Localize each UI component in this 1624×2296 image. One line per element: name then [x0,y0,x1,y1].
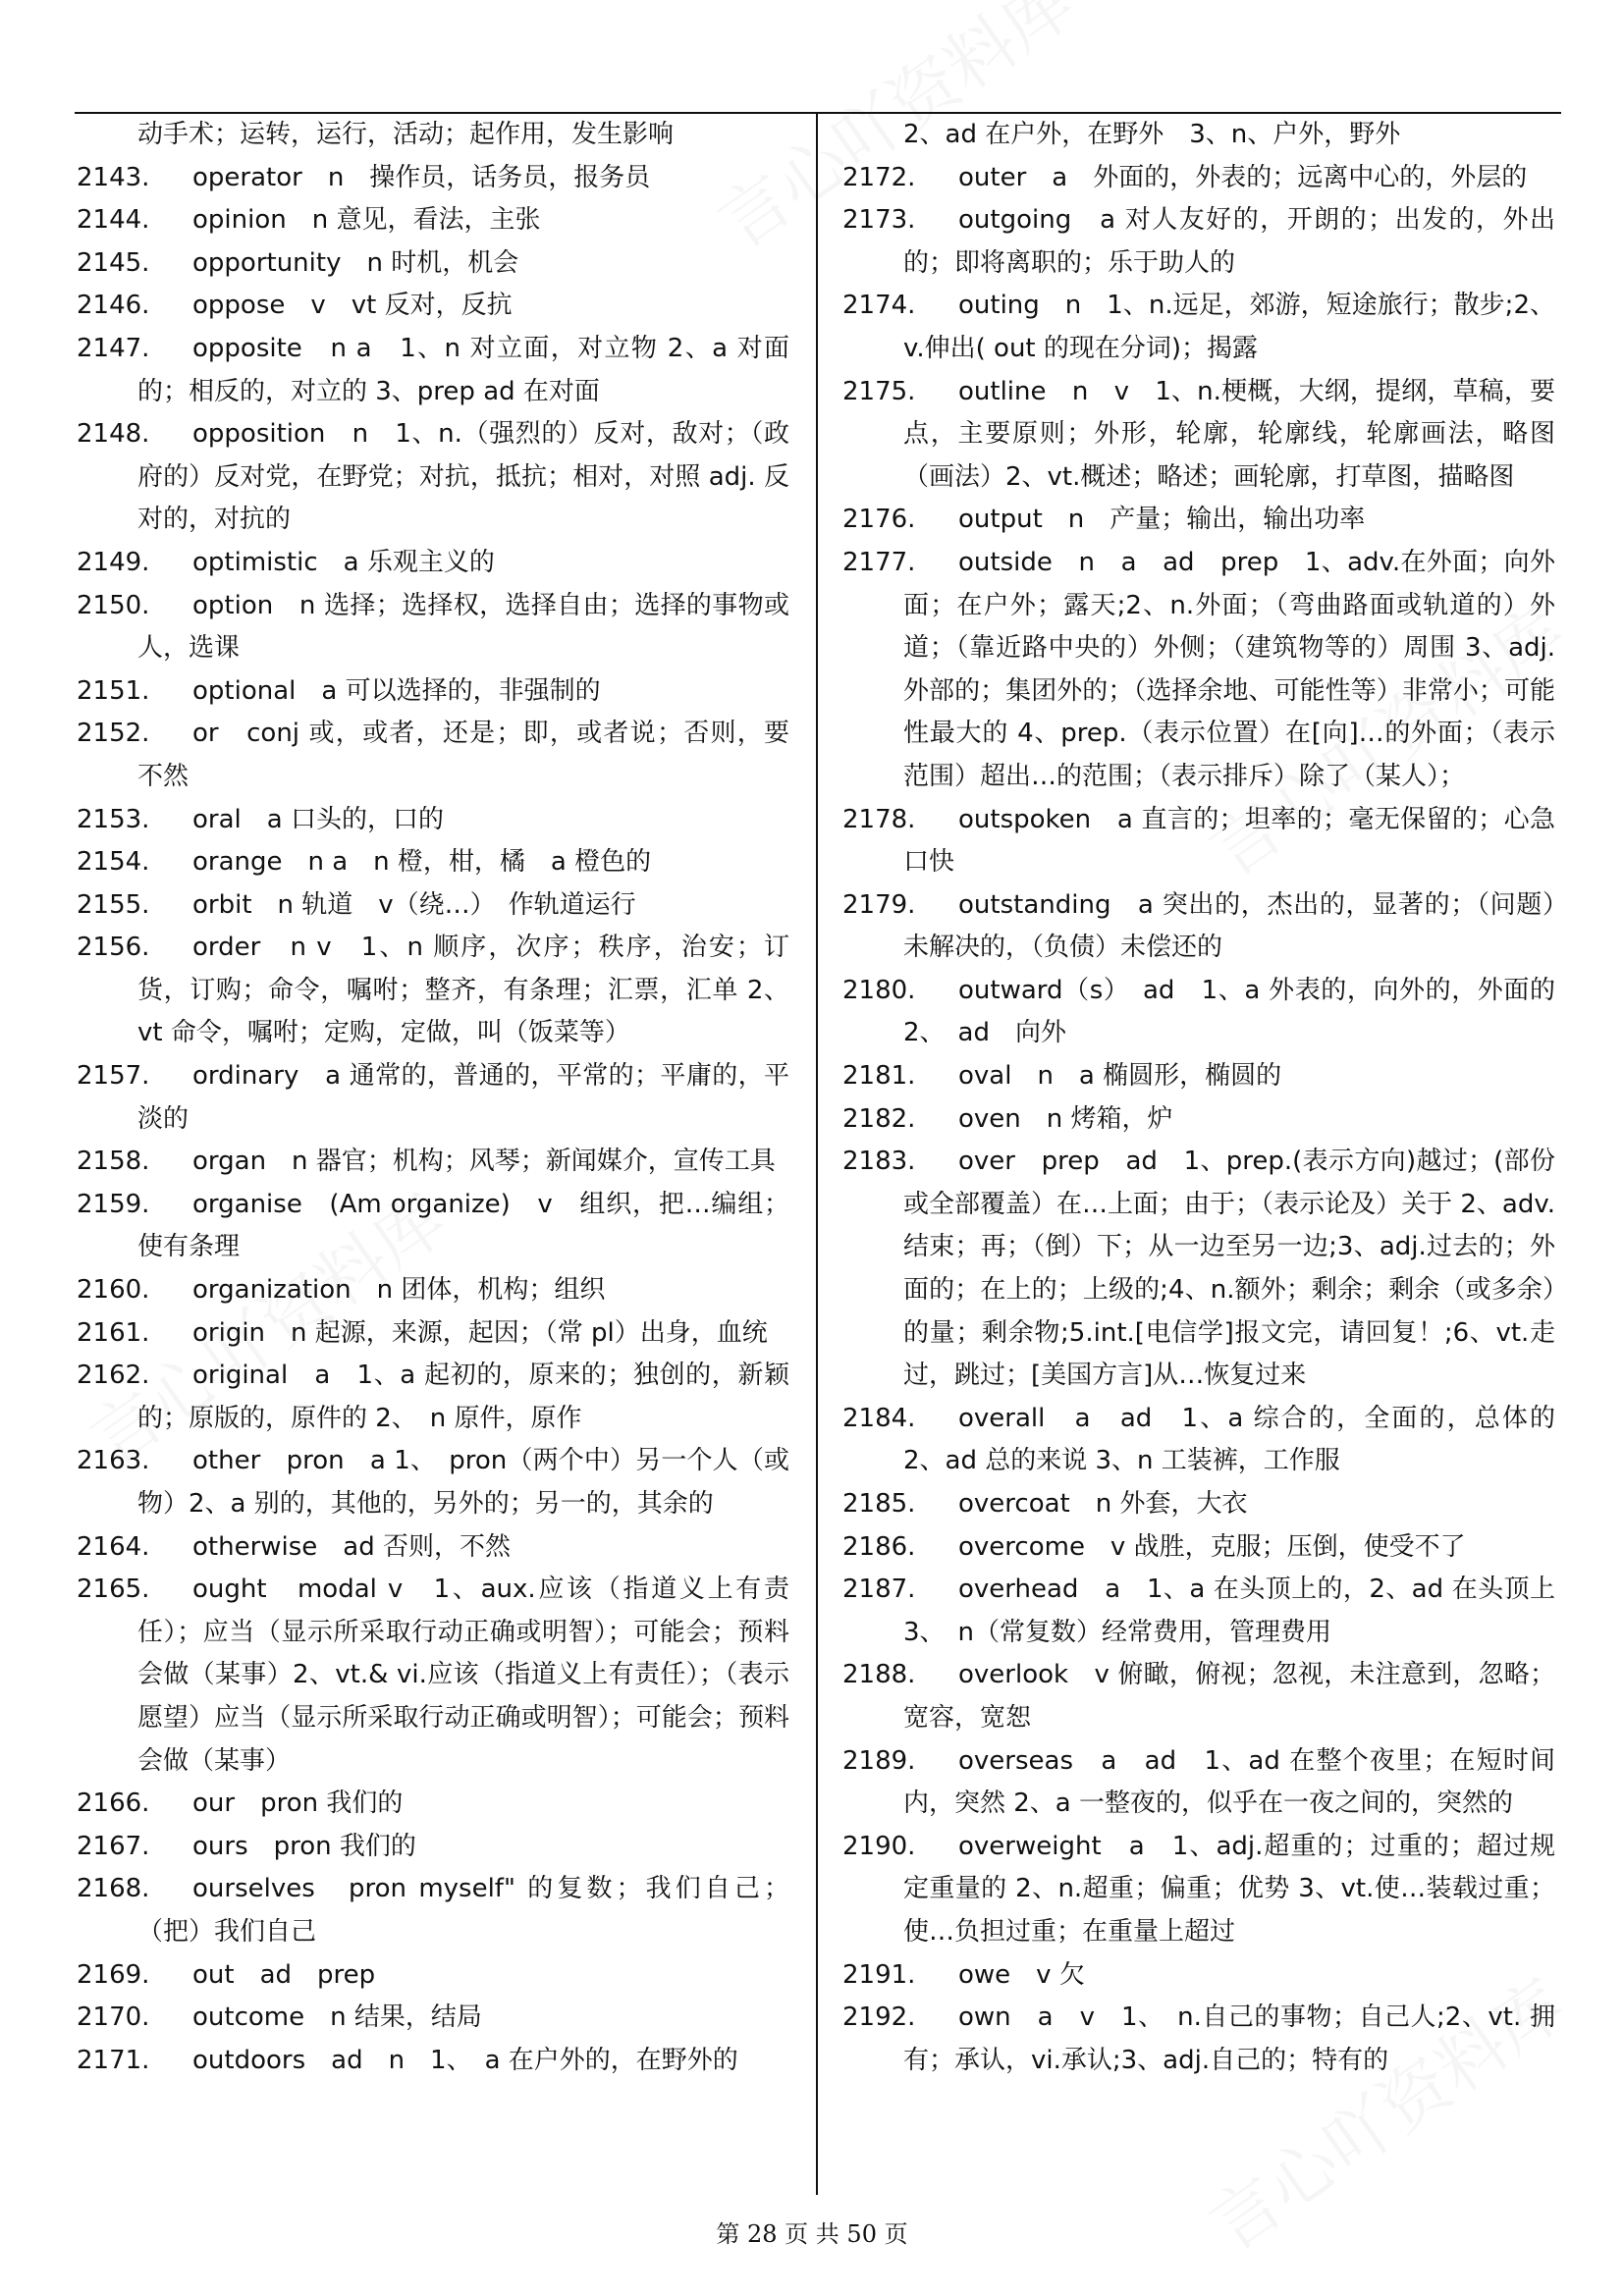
entry-text: outdoors ad n 1、 a 在户外的，在野外的 [192,2045,738,2075]
entry-text: opinion n 意见，看法，主张 [192,205,541,236]
entry-number: 2169. [77,1959,150,1990]
entry-number: 2153. [77,804,150,834]
entry-text: outing n 1、n.远足，郊游，短途旅行；散步;2、v.伸出( out 的现在分词)；揭露 [903,291,1555,363]
entry-text: organise (Am organize) v 组织，把…编组；使有条理 [137,1189,789,1262]
vocab-entry [842,1055,1555,1098]
entry-text: oven n 烤箱，炉 [958,1103,1173,1134]
entry-text: out ad prep [192,1959,376,1990]
entry-text: oval n a 椭圆形，椭圆的 [958,1061,1282,1092]
entry-number: 2173. [842,205,916,236]
entry-text: overseas a ad 1、ad 在整个夜里；在短时间内，突然 2、a 一整夜的，似乎在一夜之间的，突然的 [903,1745,1555,1819]
vocab-entry [77,1312,789,1356]
vocab-entry [77,1569,789,1783]
entry-number: 2191. [842,1959,916,1990]
vocab-entry [77,799,789,842]
entry-text: ourselves pron myself" 的复数；我们自己；（把）我们自己 [137,1874,789,1947]
vocab-entry [77,1269,789,1312]
entry-text: optimistic a 乐观主义的 [192,547,495,577]
entry-number: 2143. [77,162,150,192]
vocab-entry [77,199,789,242]
vocab-entry [842,1483,1555,1526]
entry-number: 2183. [842,1147,916,1177]
vocab-entry [842,371,1555,500]
vocab-entry [77,841,789,884]
vocab-entry [77,285,789,328]
entry-text: outside n a ad prep 1、adv.在外面；向外面；在户外；露天;2、n.外面；（弯曲路面或轨道的）外道；（靠近路中央的）外侧；（建筑物等的）周围 3、adj.外部的；集团外的；（选择余地、可能性等）非常小；可能性最大的 4、prep.（表示位置）在[向]…的外面；（表示范围）超出…的范围；（表示排斥）除了（某人）； [903,547,1555,791]
vocab-entry [842,1654,1555,1739]
vocab-entry [842,285,1555,370]
vocab-entry [77,1141,789,1184]
entry-text: outer a 外面的，外表的；远离中心的，外层的 [958,162,1528,192]
entry-text: organ n 器官；机构；风琴；新闻媒介，宣传工具 [192,1147,776,1177]
entry-number: 2149. [77,547,150,577]
entry-number: 2164. [77,1531,150,1562]
vocab-entry [77,1184,789,1269]
entry-number: 2160. [77,1275,150,1306]
entry-number: 2152. [77,719,150,749]
entry-number: 2188. [842,1660,916,1690]
entry-number: 2184. [842,1403,916,1433]
entry-text: overall a ad 1、a 综合的，全面的，总体的 2、ad 总的来说 3、n 工装裤，工作服 [903,1403,1555,1476]
vocab-entry [842,542,1555,799]
entry-number: 2187. [842,1575,916,1605]
entry-text: optional a 可以选择的，非强制的 [192,675,601,706]
vocab-entry [842,1740,1555,1826]
vocab-entry [77,157,789,200]
entry-text: origin n 起源，来源，起因；（常 pl）出身，血统 [192,1317,768,1348]
entry-number: 2178. [842,804,916,834]
entry-number: 2186. [842,1531,916,1562]
entry-number: 2192. [842,2002,916,2033]
entry-number: 2179. [842,889,916,920]
entry-text: ought modal v 1、aux.应该（指道义上有责任）；应当（显示所采取行动正确或明智）；可能会；预料会做（某事）2、vt.& vi.应该（指道义上有责任）；（表示愿望）应当（显示所采取行动正确或明智）；可能会；预料会做（某事） [137,1575,789,1776]
entry-number: 2145. [77,247,150,278]
vocab-entry [842,1098,1555,1142]
entry-number: 2189. [842,1745,916,1776]
vocab-entry [77,413,789,542]
entry-number: 2170. [77,2002,150,2033]
entry-number: 2157. [77,1061,150,1092]
entry-number: 2165. [77,1575,150,1605]
vocab-entry [842,199,1555,285]
entry-number: 2148. [77,419,150,450]
entry-number: 2156. [77,933,150,963]
entry-text: otherwise ad 否则，不然 [192,1531,511,1562]
entry-number: 2150. [77,590,150,620]
entry-text: output n 产量；输出，输出功率 [958,505,1366,535]
entry-text: other pron a 1、 pron（两个中）另一个人（或物）2、a 别的，其他的，另外的；另一的，其余的 [137,1446,789,1519]
entry-text: organization n 团体，机构；组织 [192,1275,606,1306]
vocab-entry [842,1398,1555,1483]
vocab-entry [77,713,789,798]
entry-text: our pron 我们的 [192,1789,404,1819]
vocab-entry [77,1783,789,1826]
entry-number: 2166. [77,1789,150,1819]
page-footer: 第 28 页 共 50 页 [716,2220,908,2248]
entry-number: 2154. [77,847,150,878]
vocab-entry [842,799,1555,884]
vocab-entry [842,499,1555,542]
vocab-entry [77,1997,789,2040]
entry-number: 2177. [842,547,916,577]
entry-text: outgoing a 对人友好的，开朗的；出发的，外出的；即将离职的；乐于助人的 [903,205,1555,278]
entry-text: ordinary a 通常的，普通的，平常的；平庸的，平淡的 [137,1061,789,1134]
entry-number: 2167. [77,1831,150,1861]
vocab-entry [842,884,1555,970]
entry-number: 2171. [77,2045,150,2075]
entry-number: 2147. [77,333,150,363]
entry-number: 2172. [842,162,916,192]
vocab-entry [77,927,789,1055]
column-divider [816,112,818,2195]
entry-text: option n 选择；选择权，选择自由；选择的事物或人，选课 [137,590,789,664]
entry-text: outline n v 1、n.梗概，大纲，提纲，草稿，要点，主要原则；外形，轮廓，轮廓线，轮廓画法，略图（画法）2、vt.概述；略述；画轮廓，打草图，描略图 [903,376,1555,492]
entry-text: orange n a n 橙，柑，橘 a 橙色的 [192,847,652,878]
entry-number: 2158. [77,1147,150,1177]
entry-number: 2180. [842,975,916,1005]
vocab-entry [77,1355,789,1440]
entry-text: opposition n 1、n.（强烈的）反对，敌对；（政府的）反对党，在野党；对抗，抵抗；相对，对照 adj. 反对的，对抗的 [137,419,789,535]
entry-number: 2185. [842,1489,916,1519]
entry-number: 2159. [77,1189,150,1219]
vocab-entry [77,1868,789,1953]
entry-text: opportunity n 时机，机会 [192,247,519,278]
vocab-entry [842,157,1555,200]
entry-number: 2162. [77,1361,150,1391]
continuation-text: 2、ad 在户外，在野外 3、n、户外，野外 [903,120,1401,149]
entry-number: 2176. [842,505,916,535]
entry-text: overhead a 1、a 在头顶上的，2、ad 在头顶上 3、 n（常复数）经常费用，管理费用 [903,1575,1555,1647]
vocab-entry [77,1055,789,1141]
entry-number: 2155. [77,889,150,920]
vocab-entry [77,1826,789,1869]
vocab-entry [842,1141,1555,1398]
entry-number: 2146. [77,291,150,321]
entry-text: overlook v 俯瞰，俯视；忽视，未注意到，忽略；宽容，宽恕 [903,1660,1555,1733]
vocab-entry [77,1954,789,1998]
vocab-entry [77,670,789,714]
vocab-entry [842,1526,1555,1570]
entry-number: 2163. [77,1446,150,1476]
vocab-entry [77,1526,789,1570]
entry-text: order n v 1、n 顺序，次序；秩序，治安；订货，订购；命令，嘱咐；整齐，有条理；汇票，汇单 2、vt 命令，嘱咐；定购，定做，叫（饭菜等） [137,933,789,1048]
entry-text: outcome n 结果，结局 [192,2002,482,2033]
vocab-entry [77,2040,789,2083]
entry-text: overcoat n 外套，大衣 [958,1489,1248,1519]
entry-number: 2181. [842,1061,916,1092]
vocab-entry [842,1826,1555,1954]
vocab-entry [77,585,789,670]
vocab-entry [77,884,789,928]
continuation-text: 动手术；运转，运行，活动；起作用，发生影响 [137,120,675,149]
entry-text: oral a 口头的，口的 [192,804,444,834]
vocab-entry [842,970,1555,1055]
entry-number: 2182. [842,1103,916,1134]
entry-text: or conj 或，或者，还是；即，或者说；否则，要不然 [137,719,789,791]
entry-text: own a v 1、 n.自己的事物；自己人;2、vt. 拥有；承认，vi.承认;3、adj.自己的；特有的 [903,2002,1555,2075]
entry-number: 2174. [842,291,916,321]
entry-text: outspoken a 直言的；坦率的；毫无保留的；心急口快 [903,804,1555,878]
entry-text: original a 1、a 起初的，原来的；独创的，新颖的；原版的，原件的 2、 n 原件，原作 [137,1361,789,1433]
right-column [842,114,1555,2082]
vocab-entry [77,242,789,286]
entry-number: 2161. [77,1317,150,1348]
entry-number: 2168. [77,1874,150,1904]
entry-text: owe v 欠 [958,1959,1085,1990]
entry-text: orbit n 轨道 v（绕…） 作轨道运行 [192,889,636,920]
vocab-entry [77,542,789,585]
entry-text: overcome v 战胜，克服；压倒，使受不了 [958,1531,1466,1562]
entry-text: ours pron 我们的 [192,1831,416,1861]
entry-text: outstanding a 突出的，杰出的，显著的；（问题）未解决的，（负债）未偿还的 [903,889,1555,963]
left-column [77,114,789,2082]
entry-text: opposite n a 1、n 对立面，对立物 2、a 对面的；相反的，对立的 3、prep ad 在对面 [137,333,789,406]
vocab-entry [77,328,789,413]
vocab-entry [842,1954,1555,1998]
entry-text: operator n 操作员，话务员，报务员 [192,162,651,192]
entry-text: over prep ad 1、prep.(表示方向)越过；(部份或全部覆盖）在…上面；由于；（表示论及）关于 2、adv.结束；再；（倒）下；从一边至另一边;3、adj.过去的；外面的；在上的；上级的;4、n.额外；剩余；剩余（或多余）的量；剩余物;5.int.[电信学]报文完，请回复！;6、vt.走过，跳过；[美国方言]从…恢复过来 [903,1147,1555,1391]
entry-number: 2151. [77,675,150,706]
entry-number: 2190. [842,1831,916,1861]
entry-text: oppose v vt 反对，反抗 [192,291,513,321]
entry-number: 2175. [842,376,916,406]
vocab-entry [842,1569,1555,1654]
entry-number: 2144. [77,205,150,236]
entry-text: outward（s） ad 1、a 外表的，向外的，外面的 2、 ad 向外 [903,975,1555,1048]
vocab-entry [842,1997,1555,2082]
entry-text: overweight a 1、adj.超重的；过重的；超过规定重量的 2、n.超重；偏重；优势 3、vt.使…装载过重；使…负担过重；在重量上超过 [903,1831,1555,1947]
vocab-entry [77,1440,789,1525]
